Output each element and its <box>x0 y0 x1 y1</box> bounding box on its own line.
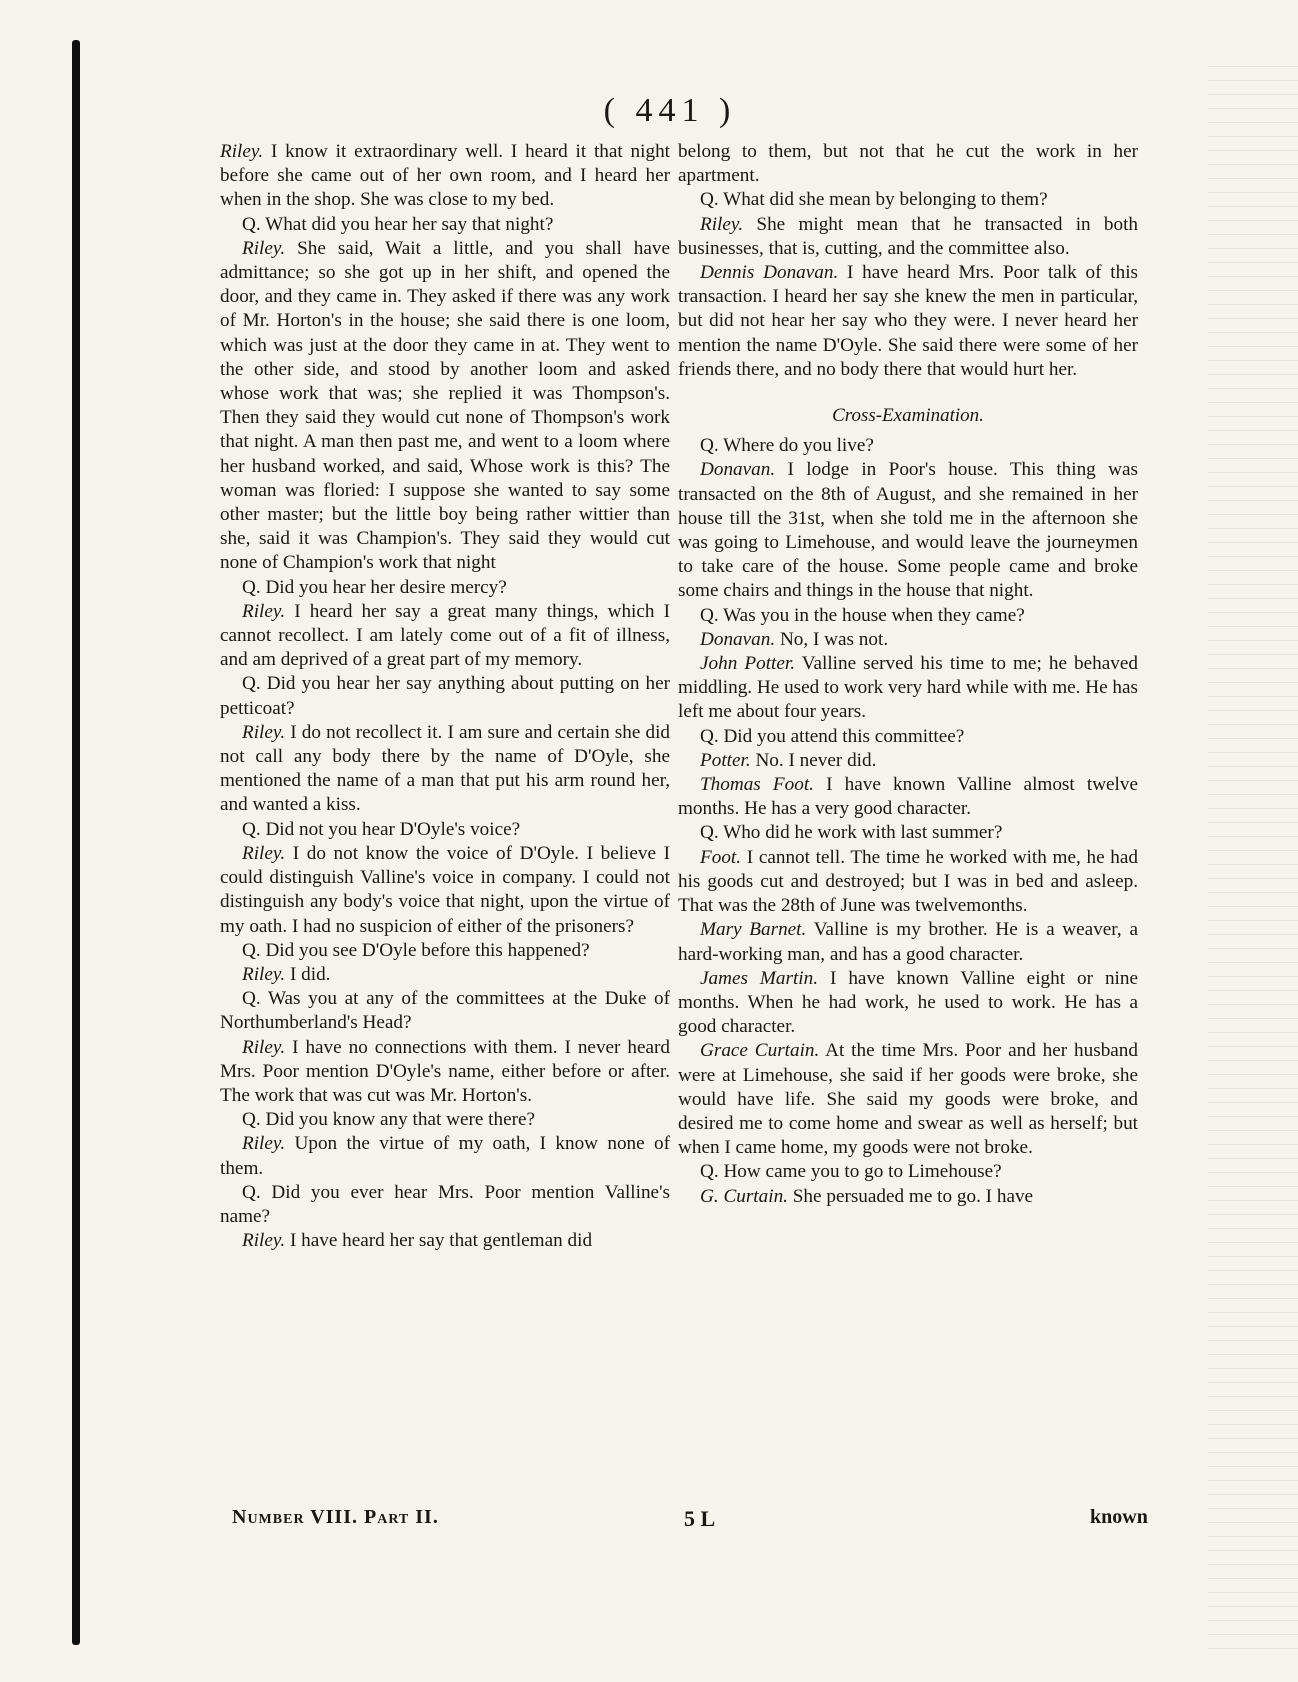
paragraph-text: She persuaded me to go. I have <box>787 1185 1034 1207</box>
paragraph <box>220 987 670 1035</box>
paragraph-text: I have no connections with them. I never heard Mrs. Poor mention D'Oyle's name, either before or after. The work that was cut was Mr. Horton's. <box>220 1036 670 1106</box>
paragraph-text: She said, Wait a little, and you shall have admittance; so she got up in her shift, and opened the door, and they came in. They asked if there was any work of Mr. Horton's in the house; she said there is one loom, which was just at the door they came in at. They went to the other side, and stood by another loom and asked whose work that was; she replied it was Thompson's. Then they said they would cut none of Thompson's work that night. A man then past me, and went to a loom where her husband worked, and said, Whose work is this? The woman was floried: I suppose she wanted to say some other master; but the little boy being rather wittier than she, said it was Champion's. They said they would cut none of Champion's work that night <box>220 237 670 574</box>
paragraph-text: I heard her say a great many things, which I cannot recollect. I am lately come out of a fit of illness, and am deprived of a great part of my memory. <box>220 600 670 671</box>
paragraph-text: Valline is my brother. He is a weaver, a hard-working man, and has a good character. <box>678 919 1138 965</box>
paragraph <box>220 1181 670 1229</box>
paragraph-text: I lodge in Poor's house. This thing was transacted on the 8th of August, and she remained in her house till the 31st, when she told me in the afternoon she was going to Limehouse, and would leave the journeymen to take care of the house. Some people came and broke some chairs and things in the house that night. <box>678 459 1138 602</box>
footer-number-part: Number VIII. Part II. <box>232 1506 439 1528</box>
paragraph <box>678 749 1138 773</box>
paragraph <box>220 1132 670 1180</box>
paragraph-text: I have heard Mrs. Poor talk of this transaction. I heard her say she knew the men in particular, but did not hear her say who they were. I never heard her mention the name D'Oyle. She said there were some of her friends there, and no body there that would hurt her. <box>678 262 1138 380</box>
paragraph-text: I have known Valline almost twelve months. He has a very good character. <box>678 774 1139 820</box>
speaker-name: Grace Curtain. <box>700 1040 820 1062</box>
paragraph <box>220 140 670 213</box>
speaker-name: Riley. <box>242 1036 286 1058</box>
paragraph <box>220 963 670 987</box>
paragraph <box>220 1036 670 1109</box>
paragraph <box>220 721 670 818</box>
paragraph <box>220 237 670 576</box>
speaker-name: Riley. <box>242 842 286 864</box>
speaker-name: Riley. <box>242 963 286 985</box>
speaker-name: Potter. <box>700 749 751 771</box>
paragraph-text: At the time Mrs. Poor and her husband were at Limehouse, she said if her goods were broke, she would have life. She said my goods were broke, and desired me to come home and swear as well as herself; but when I came home, my goods were not broke. <box>678 1040 1138 1159</box>
paragraph <box>220 600 670 673</box>
paragraph-text: I have known Valline eight or nine months. When he had work, he used to work. He has a good character. <box>678 967 1138 1038</box>
paragraph-text: Q. Did you ever hear Mrs. Poor mention Valline's name? <box>220 1181 670 1227</box>
paragraph-text: I did. <box>285 963 331 985</box>
paragraph-text: Upon the virtue of my oath, I know none of them. <box>220 1133 670 1179</box>
speaker-name: Riley. <box>242 237 286 259</box>
speaker-name: Foot. <box>700 846 742 868</box>
paragraph <box>220 1108 670 1132</box>
paragraph-text: I do not know the voice of D'Oyle. I believe I could distinguish Valline's voice in company. I could not distinguish any body's voice that night, upon the virtue of my oath. I had no suspicion of either of the prisoners? <box>220 842 670 937</box>
binding-spine <box>72 40 80 1645</box>
paragraph-text: Q. How came you to go to Limehouse? <box>700 1161 1002 1183</box>
speaker-name: John Potter. <box>700 653 796 675</box>
paragraph <box>678 261 1138 382</box>
paragraph <box>678 652 1138 725</box>
speaker-name: Riley. <box>242 600 286 622</box>
paragraph-text: belong to them, but not that he cut the work in her apartment. <box>678 141 1138 187</box>
paragraph <box>678 140 1138 188</box>
speaker-name: G. Curtain. <box>700 1185 788 1207</box>
paragraph-text: I do not recollect it. I am sure and certain she did not call any body there by the name of D'Oyle, she mentioned the name of a man that put his arm round her, and wanted a kiss. <box>220 721 670 816</box>
right-column <box>678 140 1138 1209</box>
speaker-name: Donavan. <box>700 628 776 650</box>
speaker-name: James Martin. <box>700 967 819 989</box>
paragraph <box>220 939 670 963</box>
paragraph <box>220 818 670 842</box>
left-column <box>220 140 670 1253</box>
paragraph-text: Q. Did you attend this committee? <box>700 725 965 747</box>
paragraph <box>678 1185 1138 1209</box>
paragraph-text: Q. Where do you live? <box>700 435 874 457</box>
paragraph-text: She might mean that he transacted in both businesses, that is, cutting, and the committee also. <box>678 213 1138 259</box>
speaker-name: Mary Barnet. <box>700 919 807 941</box>
paragraph <box>220 672 670 720</box>
paragraph-text: No. I never did. <box>750 749 877 771</box>
page-number: ( 441 ) <box>603 92 737 129</box>
speaker-name: Riley. <box>242 1133 286 1155</box>
paragraph-text: Q. Who did he work with last summer? <box>700 822 1003 844</box>
paragraph <box>678 188 1138 212</box>
paragraph <box>678 821 1138 845</box>
speaker-name: Riley. <box>242 1230 286 1252</box>
paragraph <box>678 918 1138 966</box>
paragraph <box>678 628 1138 652</box>
speaker-name: Riley. <box>700 213 744 235</box>
section-heading: Cross-Examination. <box>832 405 984 427</box>
paragraph-text: Q. What did you hear her say that night? <box>242 213 554 235</box>
footer-catchword: known <box>1090 1506 1148 1528</box>
paragraph <box>678 1160 1138 1184</box>
paragraph <box>678 773 1138 821</box>
paragraph-text: Q. Did not you hear D'Oyle's voice? <box>242 818 521 840</box>
paragraph <box>678 846 1138 919</box>
paragraph <box>220 213 670 237</box>
paragraph <box>678 458 1138 603</box>
paragraph <box>220 576 670 600</box>
speaker-name: Thomas Foot. <box>700 774 814 796</box>
paragraph <box>220 1229 670 1253</box>
speaker-name: Dennis Donavan. <box>700 262 839 284</box>
paragraph <box>678 725 1138 749</box>
speaker-name: Donavan. <box>700 459 776 481</box>
speaker-name: Riley. <box>220 141 264 162</box>
footer-signature: 5 L <box>684 1506 716 1531</box>
paragraph-text: I know it extraordinary well. I heard it that night before she came out of her own room, and I heard her when in the shop. She was close to my bed. <box>220 141 670 211</box>
paragraph <box>678 213 1138 261</box>
paragraph-text: Q. Was you at any of the committees at the Duke of Northumberland's Head? <box>220 988 670 1034</box>
paragraph-text: I cannot tell. The time he worked with me, he had his goods cut and destroyed; but I was in bed and asleep. That was the 28th of June was twelvemonths. <box>678 846 1138 917</box>
speaker-name: Riley. <box>242 721 286 743</box>
paragraph-text: Q. Did you hear her say anything about putting on her petticoat? <box>220 673 670 719</box>
paragraph <box>678 967 1138 1040</box>
paragraph-text: Q. Was you in the house when they came? <box>700 604 1025 626</box>
paragraph-text: No, I was not. <box>775 628 889 650</box>
paragraph <box>678 1039 1138 1160</box>
paragraph-text: Q. Did you see D'Oyle before this happened? <box>242 939 590 961</box>
page-edge <box>1208 60 1298 1660</box>
paragraph-text: Q. Did you know any that were there? <box>242 1109 536 1131</box>
paragraph <box>220 842 670 939</box>
paragraph-text: Q. What did she mean by belonging to them? <box>700 189 1048 211</box>
paragraph <box>678 434 1138 458</box>
paragraph-text: Valline served his time to me; he behaved middling. He used to work very hard while with me. He has left me about four years. <box>678 653 1138 723</box>
paragraph-text: Q. Did you hear her desire mercy? <box>242 576 507 598</box>
paragraph-text: I have heard her say that gentleman did <box>285 1230 593 1252</box>
paragraph <box>678 604 1138 628</box>
